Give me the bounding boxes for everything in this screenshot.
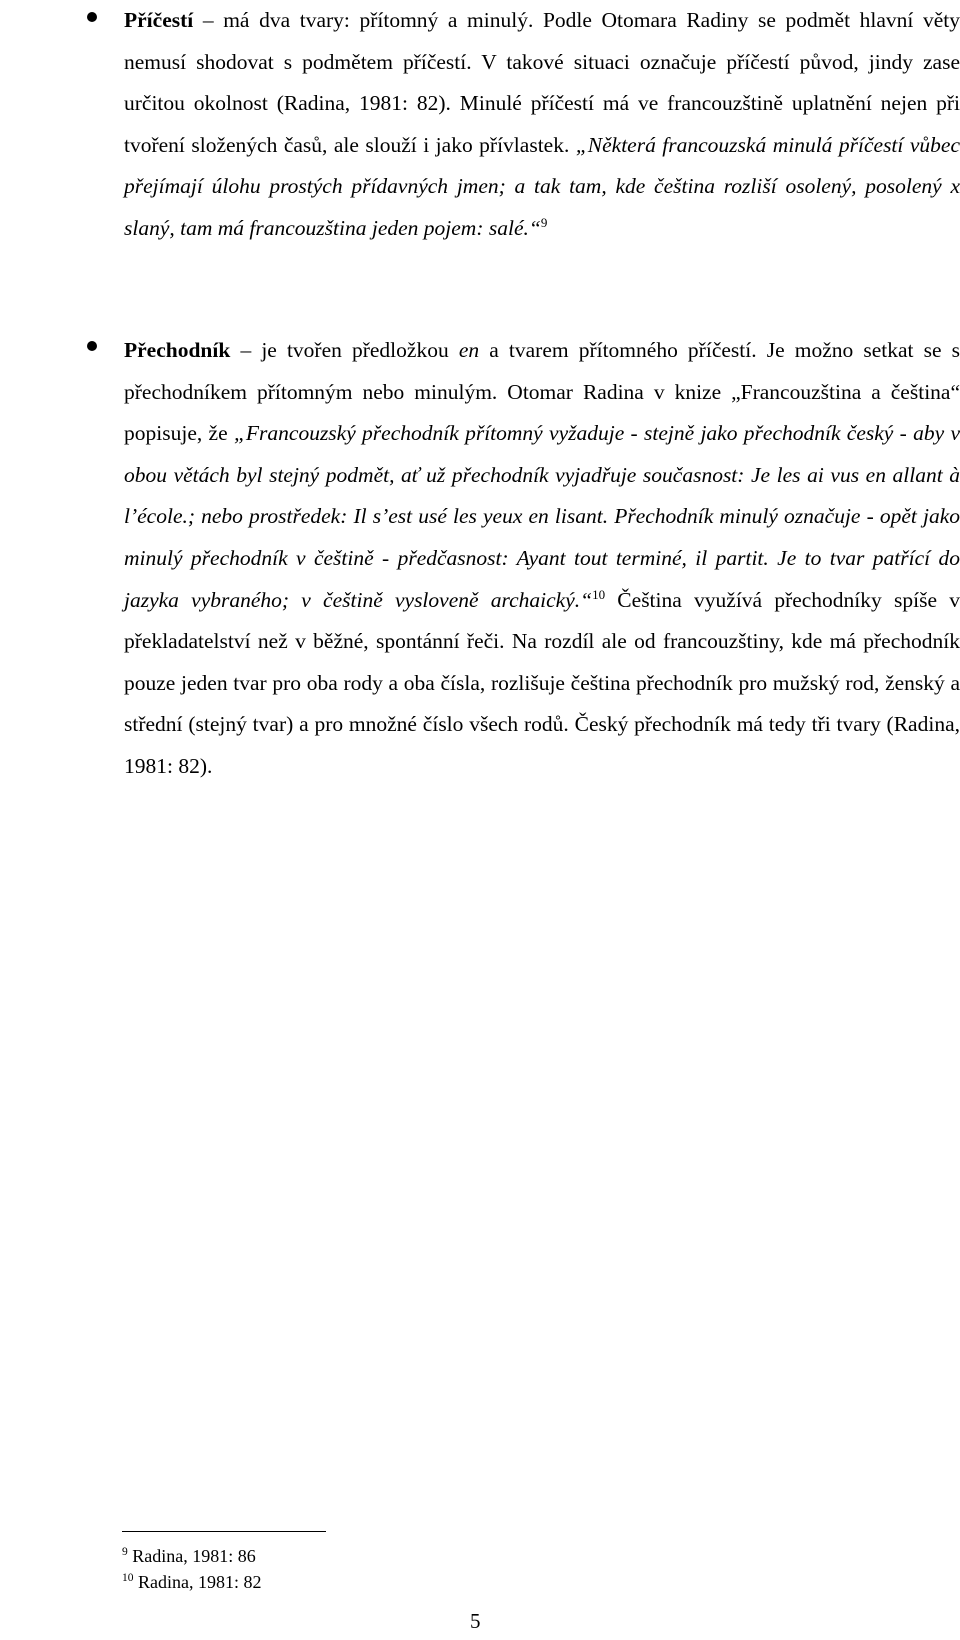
footnote-number: 10 bbox=[122, 1572, 134, 1584]
paragraph-pricesti bbox=[124, 0, 960, 250]
footnote-text: Radina, 1981: 82 bbox=[138, 1572, 262, 1592]
page-number: 5 bbox=[470, 1609, 481, 1633]
footnote-ref: 10 bbox=[592, 586, 606, 602]
body-text: a tvarem přítomného příčestí. Je možno setkat se s přechodníkem přítomným nebo minulým. Otomar Radina v knize „Francouzština a čeština“ popisuje, že bbox=[124, 338, 960, 446]
bullet-icon bbox=[87, 341, 97, 351]
quotation: „Francouzský přechodník přítomný vyžaduje - stejně jako přechodník český - aby v obou větách byl stejný podmět, ať už přechodník vyjadřuje současnost: Je les ai vus en allant à l’école.; nebo prostředek: Il s’est usé les yeux en lisant. Přechodník minulý označuje - opět jako minulý přechodník v češtině - předčasnost: Ayant tout terminé, il partit. Je to tvar patřící do jazyka vybraného; v češtině vysloveně archaický.“ bbox=[124, 421, 960, 612]
paragraph-prechodnik bbox=[124, 330, 960, 788]
body-text: Čeština využívá přechodníky spíše v překladatelství než v běžné, spontánní řeči. Na rozdíl ale od francouzštiny, kde má přechodník pouze jeden tvar pro oba rody a oba čísla, rozlišuje čeština přechodník pro mužský rod, ženský a střední (stejný tvar) a pro množné číslo všech rodů. Český přechodník má tedy tři tvary (Radina, 1981: 82). bbox=[124, 587, 960, 778]
quotation: „Některá francouzská minulá příčestí vůbec přejímají úlohu prostých přídavných jmen; a tak tam, kde čeština rozliší osolený, posolený x slaný, tam má francouzština jeden pojem: salé.“ bbox=[124, 132, 960, 240]
footnote-number: 9 bbox=[122, 1546, 128, 1558]
footnote-divider bbox=[122, 1531, 326, 1532]
footnotes bbox=[122, 1543, 822, 1595]
body-text: je tvořen předložkou bbox=[251, 338, 459, 362]
body-text: má dva tvary: přítomný a minulý. Podle Otomara Radiny se podmět hlavní věty nemusí shodovat s podmětem příčestí. V takové situaci označuje příčestí původ, jindy zase určitou okolnost (Radina, 1981: 82). Minulé příčestí má ve francouzštině uplatnění nejen při tvoření složených časů, ale slouží i jako přívlastek. bbox=[124, 8, 960, 157]
footnote bbox=[122, 1569, 822, 1595]
footnote-ref: 9 bbox=[540, 214, 548, 230]
footnote-text: Radina, 1981: 86 bbox=[132, 1546, 256, 1566]
term-pricesti: Příčestí bbox=[124, 8, 194, 32]
footnote bbox=[122, 1543, 822, 1569]
dash: – bbox=[240, 338, 252, 362]
bullet-icon bbox=[87, 12, 97, 22]
dash: – bbox=[202, 8, 214, 32]
inline-term: en bbox=[458, 338, 480, 362]
term-prechodnik: Přechodník bbox=[124, 338, 231, 362]
